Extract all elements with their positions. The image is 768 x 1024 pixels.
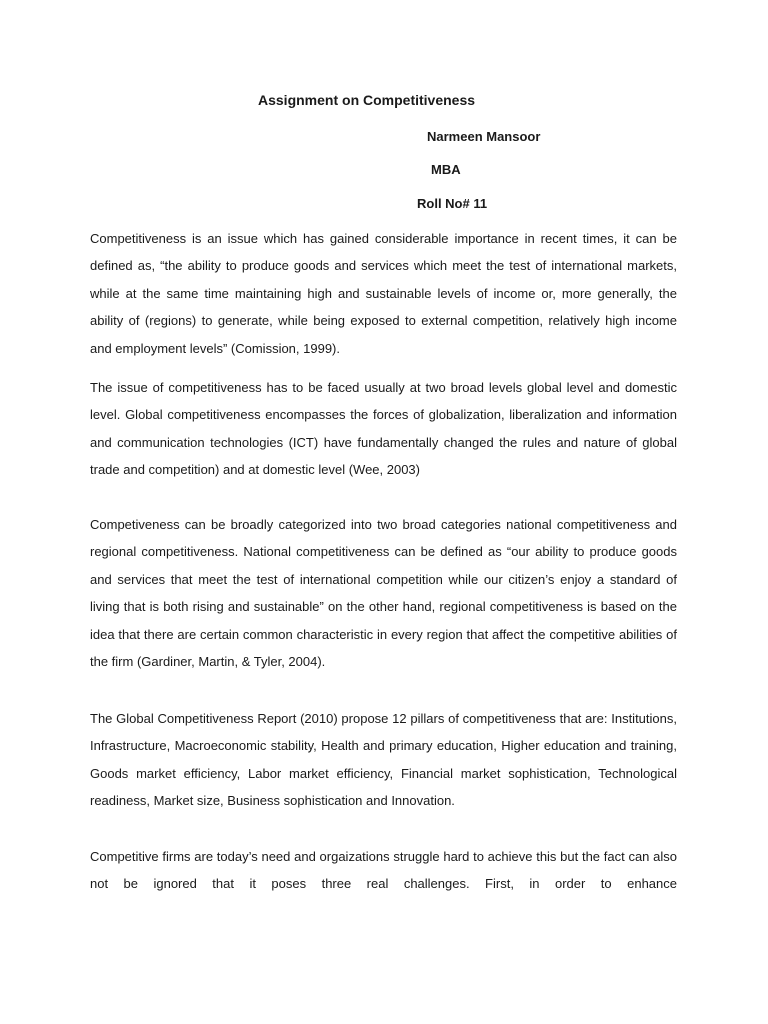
paragraph-levels: The issue of competitiveness has to be faced usually at two broad levels global level and domestic level. Global competitiveness encompasses the forces of globalization, liberalization and information and communication technologies (ICT) have fundamentally changed the rules and nature of global trade and competition) and at domestic level (Wee, 2003) [90,380,677,478]
roll-number: Roll No# 11 [417,196,488,211]
paragraph-challenges: Competitive firms are today’s need and orgaizations struggle hard to achieve this but the fact can also not be ignored that it poses three real challenges. First, in order to enhance [90,849,677,892]
paragraph-definition: Competitiveness is an issue which has gained considerable importance in recent times, it can be defined as, “the ability to produce goods and services which meet the test of international markets, while at the same time maintaining high and sustainable levels of income or, more generally, the ability of (regions) to generate, while being exposed to external competition, relatively high income and employment levels” (Comission, 1999). [90,231,677,356]
author-name: Narmeen Mansoor [427,129,541,144]
program-name: MBA [431,162,461,177]
document-title: Assignment on Competitiveness [258,92,476,108]
paragraph-pillars: The Global Competitiveness Report (2010) propose 12 pillars of competitiveness that are: Institutions, Infrastructure, Macroeconomic stability, Health and primary education, Higher education and training, Goods market efficiency, Labor market efficiency, Financial market sophistication, Technological readiness, Market size, Business sophistication and Innovation. [90,711,677,809]
paragraph-categories: Competiveness can be broadly categorized into two broad categories national competitiveness and regional competitiveness. National competitiveness can be defined as “our ability to produce goods and services that meet the test of international competition while our citizen’s enjoy a standard of living that is both rising and sustainable” on the other hand, regional competitiveness is based on the idea that there are certain common characteristic in every region that affect the competitive abilities of the firm (Gardiner, Martin, & Tyler, 2004). [90,517,677,670]
